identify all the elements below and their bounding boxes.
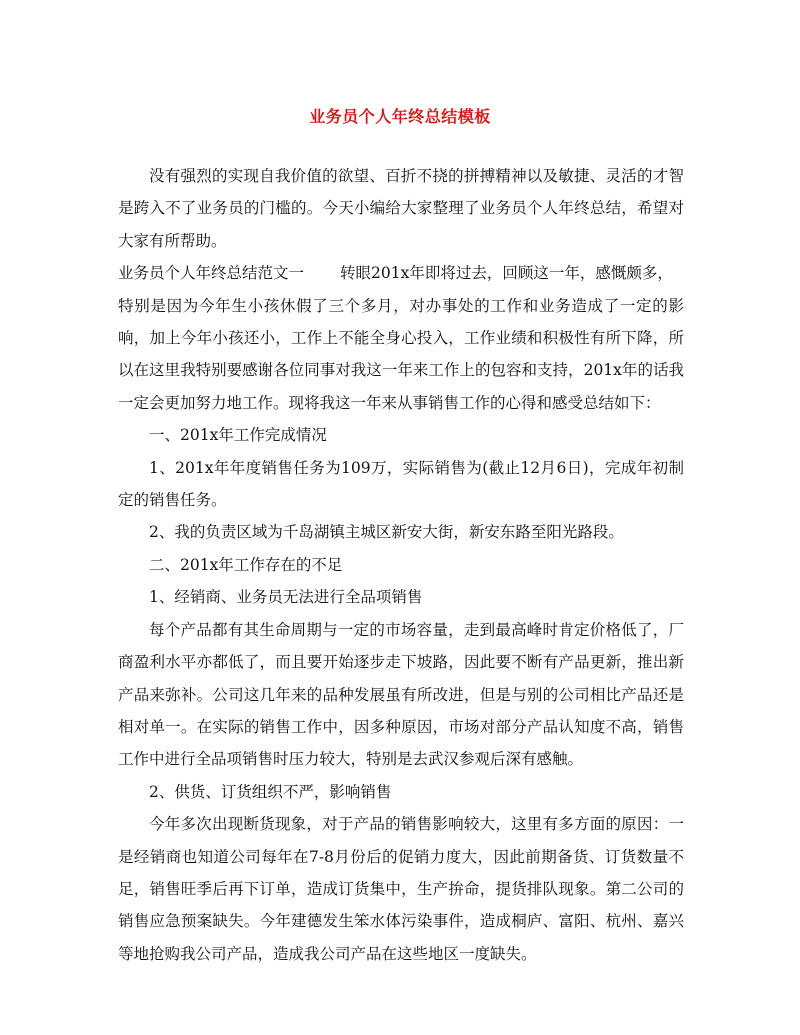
sample-label: 业务员个人年终总结范文一: [118, 264, 305, 283]
intro-paragraph: 没有强烈的实现自我价值的欲望、百折不挠的拼搏精神以及敏捷、灵活的才智是跨入不了业务员的门槛的。今天小编给大家整理了业务员个人年终总结，希望对大家有所帮助。: [118, 167, 684, 250]
subheading-supply: 2、供货、订货组织不严，影响销售: [149, 782, 392, 801]
section-heading-1: 一、201x年工作完成情况: [149, 426, 327, 445]
document-title: 业务员个人年终总结模板: [309, 107, 491, 126]
document-body: [118, 160, 684, 970]
paragraph-region: 2、我的负责区域为千岛湖镇主城区新安大街，新安东路至阳光路段。: [149, 523, 624, 542]
sample-paragraph: 特别是因为今年生小孩休假了三个多月，对办事处的工作和业务造成了一定的影响，加上今年小孩还小，工作上不能全身心投入，工作业绩和积极性有所下降，所以在这里我特别要感谢各位同事对我这一年来工作上的包容和支持，201x年的话我一定会更加努力地工作。现将我这一年来从事销售工作的心得和感受总结如下：: [118, 296, 684, 412]
paragraph-product-cycle: 每个产品都有其生命周期与一定的市场容量，走到最高峰时肯定价格低了，厂商盈利水平亦都低了，而且要开始逐步走下坡路，因此要不断有产品更新，推出新产品来弥补。公司这几年来的品种发展虽有所改进，但是与别的公司相比产品还是相对单一。在实际的销售工作中，因多种原因，市场对部分产品认知度不高，销售工作中进行全品项销售时压力较大，特别是去武汉参观后深有感触。: [118, 620, 684, 769]
sample-opening: 转眼201x年即将过去，回顾这一年，感慨颇多，: [340, 264, 673, 283]
paragraph-shortage: 今年多次出现断货现象，对于产品的销售影响较大，这里有多方面的原因：一是经销商也知道公司每年在7-8月份后的促销力度大，因此前期备货、订货数量不足，销售旺季后再下订单，造成订货集中，生产拚命，提货排队现象。第二公司的销售应急预案缺失。今年建德发生笨水体污染事件，造成桐庐、富阳、杭州、嘉兴等地抢购我公司产品，造成我公司产品在这些地区一度缺失。: [118, 815, 684, 963]
subheading-full-range: 1、经销商、业务员无法进行全品项销售: [149, 588, 423, 607]
section-heading-2: 二、201x年工作存在的不足: [149, 555, 343, 574]
sample-heading-line: [118, 257, 684, 289]
paragraph-sales-task: 1、201x年年度销售任务为109万，实际销售为(截止12月6日)，完成年初制定的销售任务。: [118, 458, 684, 510]
